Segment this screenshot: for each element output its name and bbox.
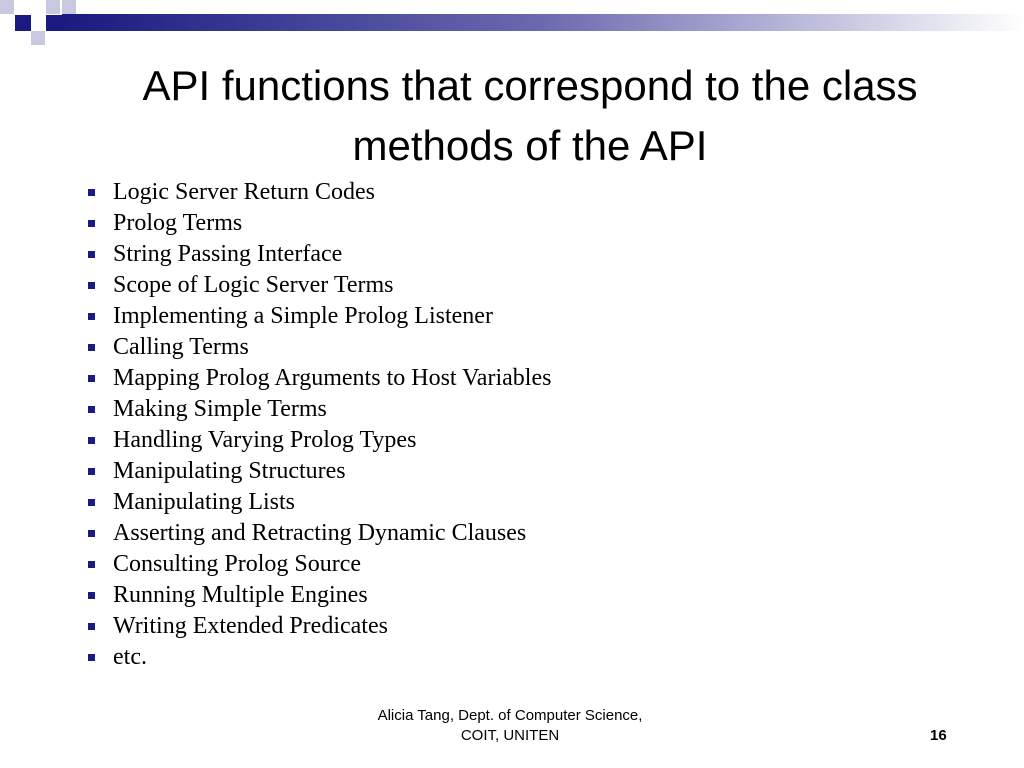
bullet-item bbox=[84, 614, 644, 639]
bullet-text: Writing Extended Predicates bbox=[113, 613, 388, 639]
bullet-list bbox=[84, 180, 644, 676]
bullet-item bbox=[84, 180, 644, 205]
bullet-text: Mapping Prolog Arguments to Host Variables bbox=[113, 365, 552, 391]
square-bullet-icon bbox=[88, 530, 95, 537]
header-decoration bbox=[0, 0, 1024, 48]
square-bullet-icon bbox=[88, 468, 95, 475]
bullet-text: Manipulating Structures bbox=[113, 458, 346, 484]
square-bullet-icon bbox=[88, 623, 95, 630]
square-bullet-icon bbox=[88, 313, 95, 320]
bullet-item bbox=[84, 366, 644, 391]
square-bullet-icon bbox=[88, 406, 95, 413]
bullet-text: Prolog Terms bbox=[113, 210, 243, 236]
bullet-item bbox=[84, 273, 644, 298]
square-bullet-icon bbox=[88, 251, 95, 258]
header-square-1 bbox=[0, 0, 14, 14]
bullet-item bbox=[84, 304, 644, 329]
bullet-text: Scope of Logic Server Terms bbox=[113, 272, 394, 298]
footer-credit bbox=[340, 706, 680, 746]
footer-line-1: Alicia Tang, Dept. of Computer Science, bbox=[377, 707, 643, 724]
bullet-text: Manipulating Lists bbox=[113, 489, 295, 515]
bullet-text: String Passing Interface bbox=[113, 241, 343, 267]
bullet-item bbox=[84, 645, 644, 670]
page-number: 16 bbox=[930, 727, 947, 744]
square-bullet-icon bbox=[88, 282, 95, 289]
square-bullet-icon bbox=[88, 592, 95, 599]
slide-title: API functions that correspond to the class methods of the API bbox=[142, 62, 918, 169]
square-bullet-icon bbox=[88, 561, 95, 568]
bullet-text: Running Multiple Engines bbox=[113, 582, 368, 608]
bullet-text: etc. bbox=[113, 644, 147, 670]
header-gradient-bar bbox=[62, 14, 1024, 31]
bullet-item bbox=[84, 428, 644, 453]
bullet-text: Consulting Prolog Source bbox=[113, 551, 362, 577]
bullet-item bbox=[84, 242, 644, 267]
header-square-6 bbox=[62, 0, 76, 14]
square-bullet-icon bbox=[88, 499, 95, 506]
footer-line-2: COIT, UNITEN bbox=[460, 727, 560, 744]
square-bullet-icon bbox=[88, 344, 95, 351]
bullet-text: Implementing a Simple Prolog Listener bbox=[113, 303, 493, 329]
square-bullet-icon bbox=[88, 375, 95, 382]
bullet-item bbox=[84, 583, 644, 608]
square-bullet-icon bbox=[88, 437, 95, 444]
bullet-item bbox=[84, 335, 644, 360]
bullet-item bbox=[84, 211, 644, 236]
bullet-item bbox=[84, 490, 644, 515]
bullet-item bbox=[84, 459, 644, 484]
bullet-text: Making Simple Terms bbox=[113, 396, 327, 422]
bullet-text: Logic Server Return Codes bbox=[113, 179, 375, 205]
header-square-4 bbox=[31, 31, 45, 45]
bullet-item bbox=[84, 552, 644, 577]
header-square-2 bbox=[15, 15, 31, 31]
square-bullet-icon bbox=[88, 220, 95, 227]
bullet-text: Calling Terms bbox=[113, 334, 249, 360]
bullet-text: Asserting and Retracting Dynamic Clauses bbox=[113, 520, 527, 546]
bullet-item bbox=[84, 521, 644, 546]
square-bullet-icon bbox=[88, 189, 95, 196]
header-square-3 bbox=[46, 0, 60, 14]
bullet-item bbox=[84, 397, 644, 422]
header-square-5 bbox=[46, 15, 62, 31]
square-bullet-icon bbox=[88, 654, 95, 661]
bullet-text: Handling Varying Prolog Types bbox=[113, 427, 417, 453]
